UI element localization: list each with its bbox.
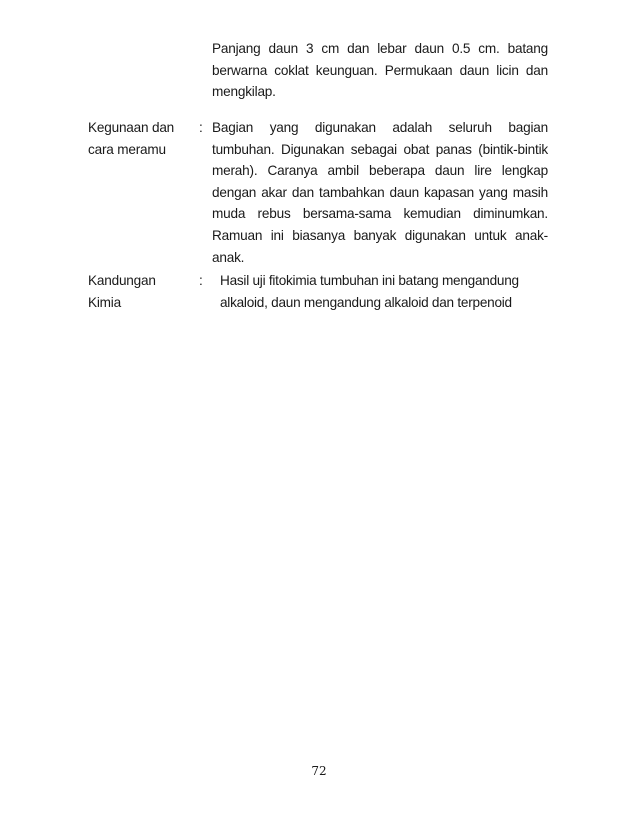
chemical-content-line: alkaloid, daun mengandung alkaloid dan terpenoid xyxy=(220,294,512,310)
chemical-content-label xyxy=(88,270,198,313)
chemical-content-label-line: Kimia xyxy=(88,294,121,310)
usage-separator: : xyxy=(199,120,203,135)
usage-label xyxy=(88,117,198,160)
intro-paragraph: Panjang daun 3 cm dan lebar daun 0.5 cm. batang berwarna coklat keunguan. Permukaan daun licin dan mengkilap. xyxy=(212,41,548,100)
page-number: 72 xyxy=(311,764,327,778)
chemical-content-separator: : xyxy=(199,273,203,288)
chemical-content-label-line: Kandungan xyxy=(88,273,156,288)
usage-label-line: cara meramu xyxy=(88,141,166,157)
chemical-content-line: Hasil uji fitokimia tumbuhan ini batang mengandung xyxy=(220,273,519,288)
usage-label-line: Kegunaan dan xyxy=(88,120,175,135)
usage-description: Bagian yang digunakan adalah seluruh bagian tumbuhan. Digunakan sebagai obat panas (bintik-bintik merah). Caranya ambil beberapa daun lire lengkap dengan akar dan tambahkan daun kapasan yang masih muda rebus bersama-sama kemudian diminumkan. Ramuan ini biasanya banyak digunakan untuk anak-anak. xyxy=(212,120,548,265)
chemical-content-description xyxy=(220,270,550,313)
